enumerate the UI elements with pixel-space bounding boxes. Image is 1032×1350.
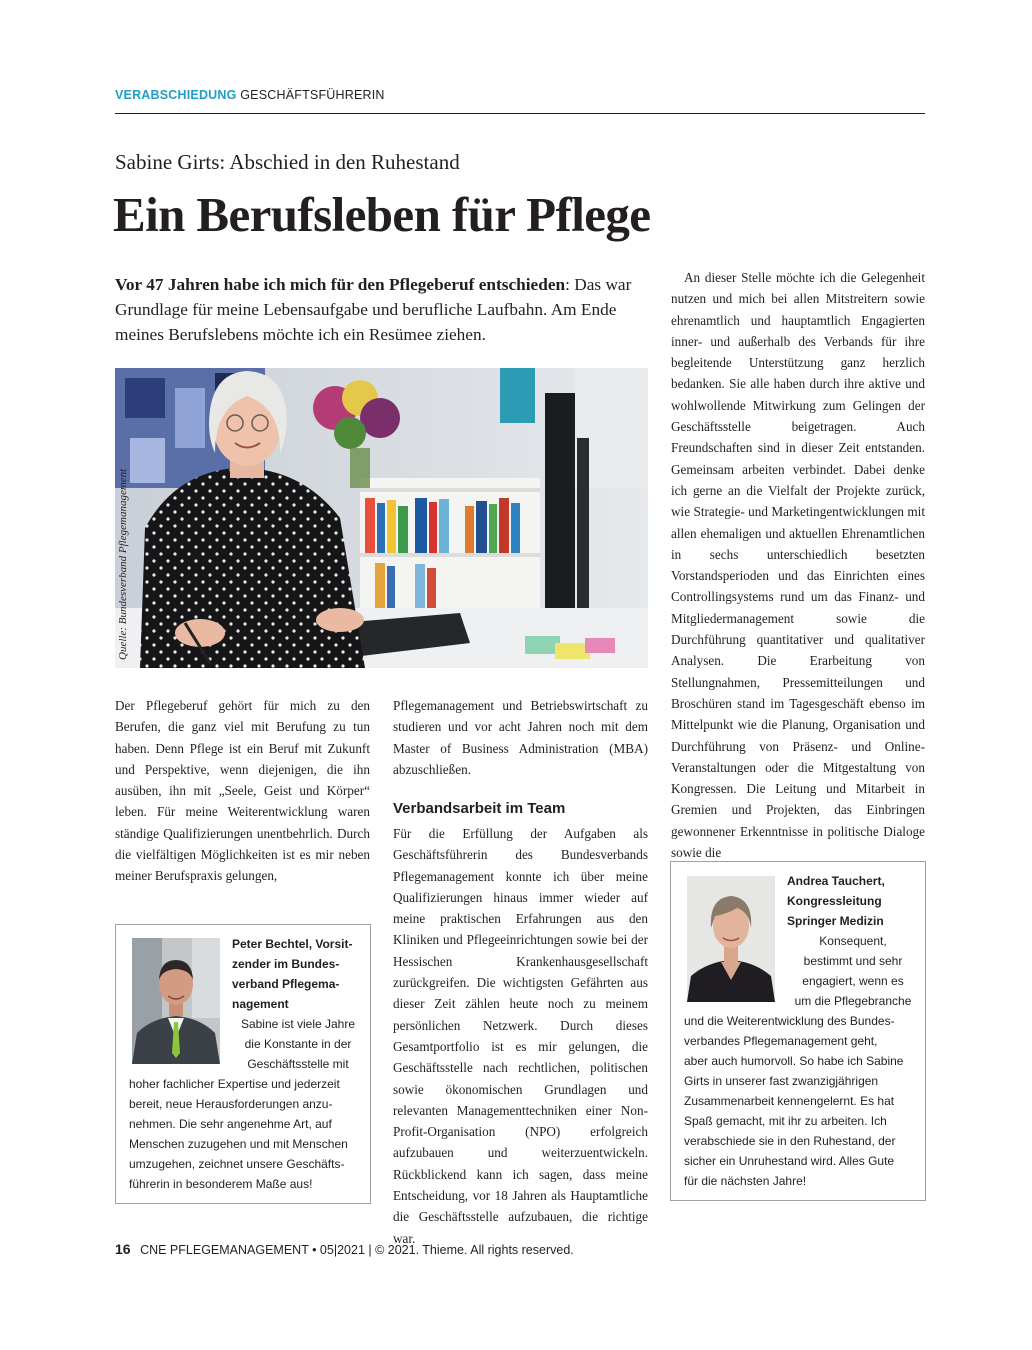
quote-line: bereit, neue Herausforderungen anzu-: [129, 1097, 333, 1111]
footer-text: CNE PFLEGEMANAGEMENT • 05|2021 | © 2021. Thieme. All rights reserved.: [140, 1243, 574, 1257]
kicker-rest: GESCHÄFTSFÜHRERIN: [240, 88, 385, 102]
quote-text-bottom: [129, 1074, 365, 1194]
portrait-photo: [115, 368, 648, 668]
body-column-3: An dieser Stelle möchte ich die Gelegenheit nutzen und mich bei allen Mitstreitern sowie ehrenamtlich und hauptamtlich Engagierten inner- und außerhalb des Verbands für ihre begleitende Unterstützung ganz herzlich bedanken. Sie alle haben durch ihre aktive und wohlwollende Mitwirkung zum Gelingen der Geschäftsstelle beigetragen. Auch Freundschaften sind in dieser Zeit entstanden. Gemeinsam arbeiten verbindet. Dabei denke ich gerne an die Vielfalt der Projekte zurück, wie Strategie- und Marketingentwicklungen mit allen ehemaligen und aktuellen Ehrenamtlichen in sechs unterschiedlich besetzten Vorstandsperioden und das Einrichten eines Controllingsystems rund um das Finanz- und Mitgliedermanagement sowie die Durchführung quantitativer und qualitativer Analysen. Die Erarbeitung von Stellungnahmen, Pressemitteilungen und Broschüren stand im Tagesgeschäft ebenso im Mittelpunkt wie die Planung, Organisation und Durchführung von Präsenz- und Online-Veranstaltungen oder die Mitgestaltung von Kongressen. Die Leitung und Mitarbeit in Gremien und Projekten, das Einbringen gewonnener Erkenntnisse in politische Dialoge sowie die: [671, 270, 925, 861]
quote-text-bottom: [684, 1011, 920, 1191]
quote-text-top: [232, 1014, 364, 1074]
photo-credit: Quelle: Bundesverband Pflegemanagement: [117, 468, 129, 660]
quote-portrait-photo: [687, 876, 775, 1002]
quote-name-line: Andrea Tauchert,: [787, 874, 885, 888]
kicker-accent: VERABSCHIEDUNG: [115, 88, 237, 102]
quote-portrait-photo: [132, 938, 220, 1064]
quote-text-top: [787, 931, 919, 1011]
quote-line: Geschäftsstelle mit: [247, 1057, 349, 1071]
quote-name: [232, 934, 364, 1014]
quote-line: nehmen. Die sehr angenehme Art, auf: [129, 1117, 332, 1131]
article-subtitle: Sabine Girts: Abschied in den Ruhestand: [115, 150, 460, 174]
quote-line: Spaß gemacht, mit ihr zu arbeiten. Ich: [684, 1114, 887, 1128]
page-number: 16: [115, 1241, 131, 1257]
quote-name-line: zender im Bundes-: [232, 957, 340, 971]
body-column-1: Der Pflegeberuf gehört für mich zu den Berufen, die ganz viel mit Berufung zu tun haben. Denn Pflege ist ein Beruf mit Zukunft und Perspektive, wenn diejenigen, die ihn ausüben, ihn mit „Seele, Geist und Körper“ leben. Für meine Weiterentwicklung waren ständige Qualifizierungen unentbehrlich. Durch die vielfältigen Möglichkeiten ist es mir neben meiner Berufspraxis gelungen,: [115, 698, 370, 884]
portrait-illustration: [132, 938, 220, 1064]
quote-line: verbandes Pflegemanagement geht,: [684, 1034, 878, 1048]
quote-name-line: Kongressleitung: [787, 894, 882, 908]
quote-line: die Konstante in der: [244, 1037, 352, 1051]
lead-rest: : Das war Grundlage für meine Lebensaufgabe und berufliche Laufbahn. Am Ende meines Berufslebens möchte ich ein Resümee ziehen.: [115, 275, 632, 344]
lead-bold: Vor 47 Jahren habe ich mich für den Pflegeberuf entschieden: [115, 275, 566, 294]
quote-line: Menschen zuzugehen und mit Menschen: [129, 1137, 348, 1151]
quote-name-line: Peter Bechtel, Vorsit-: [232, 937, 353, 951]
article-title: Ein Berufsleben für Pflege: [113, 187, 651, 242]
section-heading: Verbandsarbeit im Team: [393, 800, 566, 817]
lead-paragraph: [115, 272, 650, 347]
quote-line: für die nächsten Jahre!: [684, 1174, 807, 1188]
section-kicker: [115, 88, 925, 114]
portrait-photo-illustration: [115, 368, 648, 668]
quote-line: engagiert, wenn es: [802, 974, 904, 988]
quote-line: umzugehen, zeichnet unsere Geschäfts-: [129, 1157, 345, 1171]
quote-line: hoher fachlicher Expertise und jederzeit: [129, 1077, 340, 1091]
body-column-2: Pflegemanagement und Betriebswirtschaft zu studieren und vor acht Jahren noch mit dem Master of Business Administration (MBA) abzuschließen.: [393, 698, 648, 777]
quote-box-peter-bechtel: [115, 924, 371, 1204]
quote-line: sicher ein Unruhestand wird. Alles Gute: [684, 1154, 895, 1168]
quote-name-line: verband Pflegema-: [232, 977, 340, 991]
quote-line: um die Pflegebranche: [794, 994, 912, 1008]
quote-line: Konsequent,: [819, 934, 887, 948]
quote-line: führerin in besonderem Maße aus!: [129, 1177, 313, 1191]
quote-line: Zusammenarbeit kennengelernt. Es hat: [684, 1094, 895, 1108]
quote-name-line: nagement: [232, 997, 289, 1011]
quote-line: Sabine ist viele Jahre: [240, 1017, 356, 1031]
quote-line: aber auch humorvoll. So habe ich Sabine: [684, 1054, 904, 1068]
page-footer: [115, 1241, 574, 1257]
quote-line: bestimmt und sehr: [803, 954, 903, 968]
quote-name-line: Springer Medizin: [787, 914, 884, 928]
body-column-2-continued: Für die Erfüllung der Aufgaben als Geschäftsführerin des Bundesverbands Pflegemanagement konnte ich über meine Qualifizierungen hinaus immer wieder auf meine praktischen Erfahrungen aus den Kliniken und Pflegeeinrichtungen sowie bei der Hessischen Krankenhausgesellschaft zurückgreifen. Die wichtigsten Gefährten aus dieser Zeit zählen heute noch zu meinem persönlichen Netzwerk. Durch dieses Gesamtportfolio ist es mir gelungen, die Geschäftsstelle nach rechtlichen, politischen sowie ökonomischen Grundlagen und relevanten Managementtechniken einer Non-Profit-Organisation (NPO) erfolgreich aufzubauen und weiterzuentwickeln. Rückblickend kann ich sagen, dass meine Entscheidung, vor 18 Jahren als Hauptamtliche die Geschäftsstelle aufzubauen, die richtige war.: [393, 826, 648, 1246]
quote-name: [787, 871, 919, 931]
portrait-illustration: [687, 876, 775, 1002]
quote-line: und die Weiterentwicklung des Bundes-: [684, 1014, 895, 1028]
quote-line: Girts in unserer fast zwanzigjährigen: [684, 1074, 879, 1088]
quote-line: verabschiede sie in den Ruhestand, der: [684, 1134, 896, 1148]
quote-box-andrea-tauchert: [670, 861, 926, 1201]
